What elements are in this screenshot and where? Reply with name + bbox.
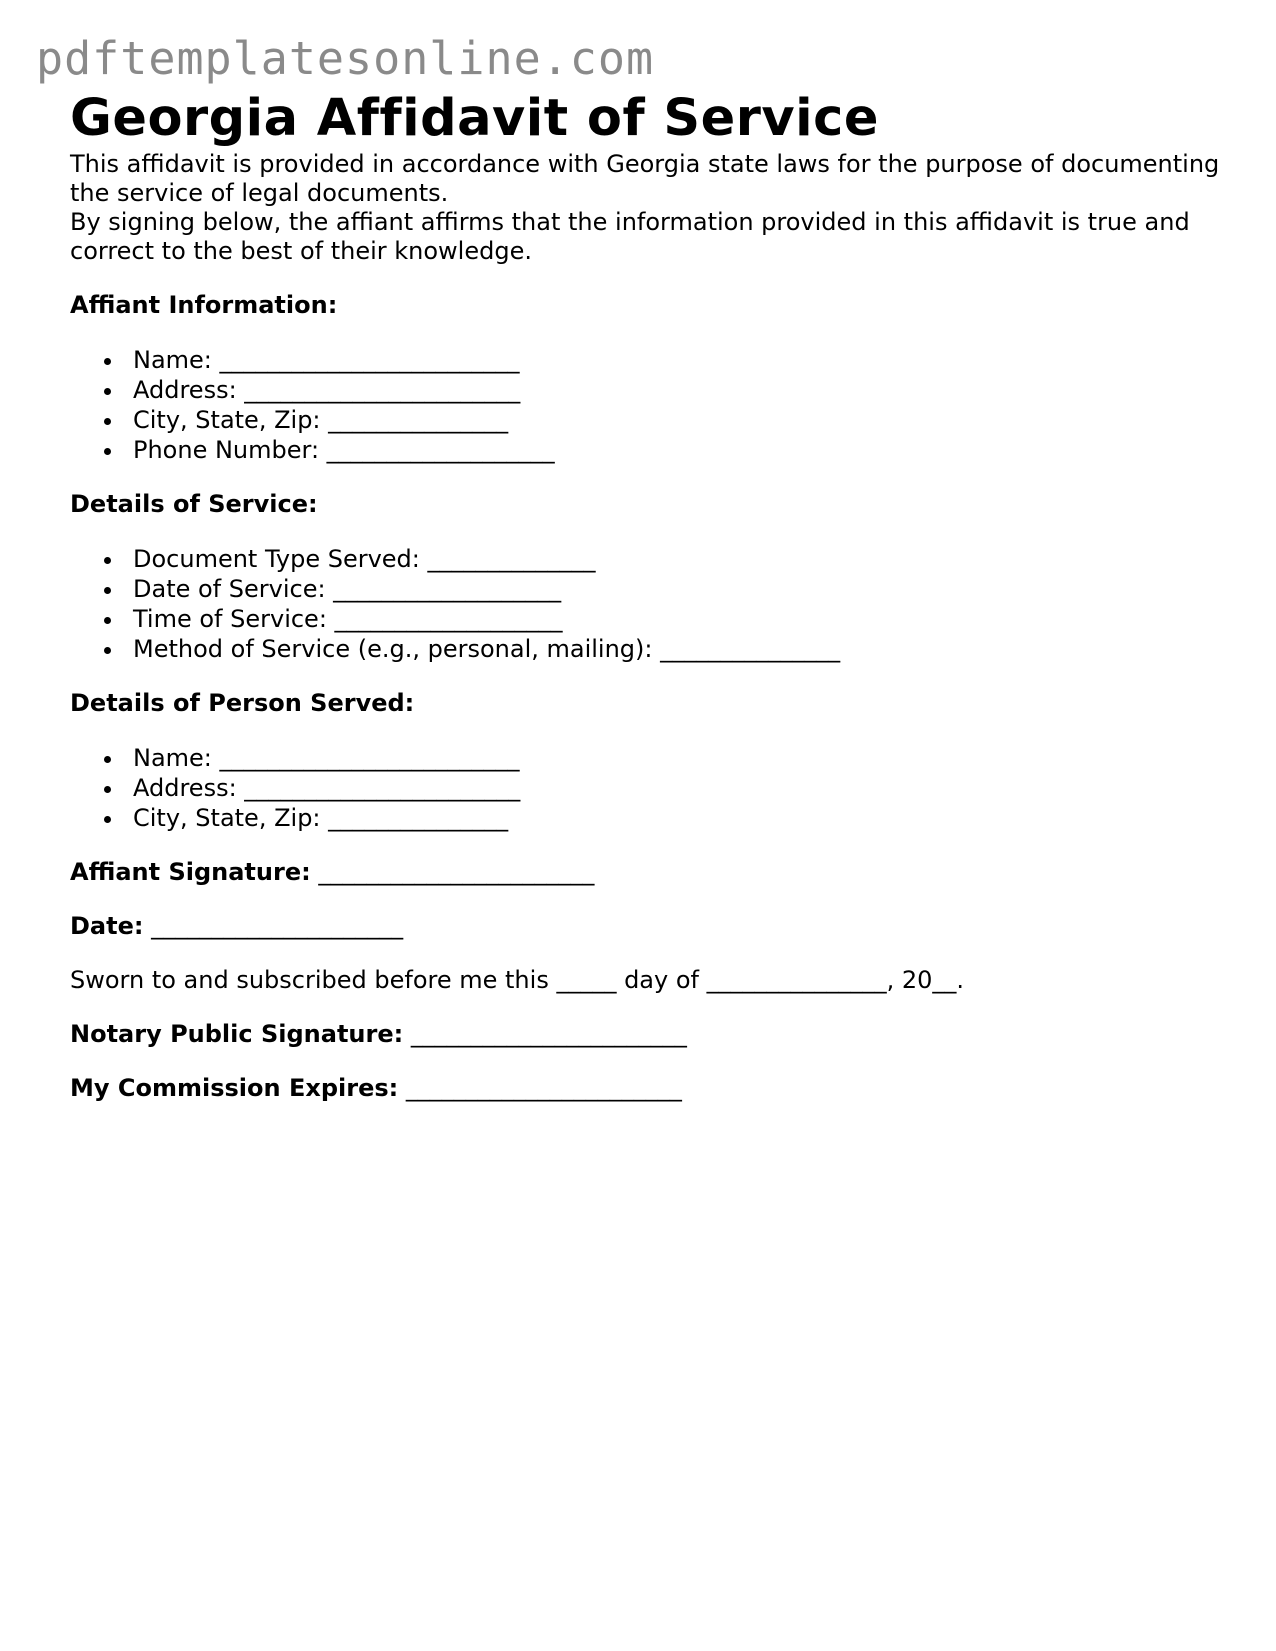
time-of-service-field: Time of Service: ___________________ [133, 604, 1220, 634]
document-body [70, 88, 1220, 1103]
commission-expires-line [70, 1074, 1220, 1103]
notary-signature-label: Notary Public Signature: [70, 1020, 404, 1048]
affiant-information-list [70, 345, 1220, 465]
intro-paragraph-2: By signing below, the affiant affirms that the information provided in this affidavit is true and correct to the best of their knowledge. [70, 208, 1190, 265]
details-of-service-list [70, 544, 1220, 664]
person-served-list [70, 743, 1220, 833]
watermark-text: pdftemplatesonline.com [36, 32, 655, 85]
affiant-information-heading: Affiant Information: [70, 291, 338, 319]
document-title: Georgia Affidavit of Service [70, 89, 879, 148]
date-of-service-field: Date of Service: ___________________ [133, 574, 1220, 604]
affiant-signature-label: Affiant Signature: [70, 858, 311, 886]
method-of-service-field: Method of Service (e.g., personal, mailing): _______________ [133, 634, 1220, 664]
document-type-field: Document Type Served: ______________ [133, 544, 1220, 574]
commission-expires-blank: _______________________ [405, 1074, 682, 1102]
notary-signature-line [70, 1020, 1220, 1049]
notary-signature-blank: _______________________ [410, 1020, 687, 1048]
person-served-address-field: Address: _______________________ [133, 773, 1220, 803]
affiant-address-field: Address: _______________________ [133, 375, 1220, 405]
affiant-name-field: Name: _________________________ [133, 345, 1220, 375]
date-line [70, 912, 1220, 941]
date-blank: _____________________ [151, 912, 404, 940]
affiant-city-state-zip-field: City, State, Zip: _______________ [133, 405, 1220, 435]
intro-paragraph-1: This affidavit is provided in accordance with Georgia state laws for the purpose of documenting the service of legal documents. [70, 150, 1220, 207]
date-label: Date: [70, 912, 144, 940]
commission-expires-label: My Commission Expires: [70, 1074, 399, 1102]
person-served-heading: Details of Person Served: [70, 689, 415, 717]
affiant-signature-blank: _______________________ [318, 858, 595, 886]
person-served-city-state-zip-field: City, State, Zip: _______________ [133, 803, 1220, 833]
affiant-signature-line [70, 858, 1220, 887]
person-served-name-field: Name: _________________________ [133, 743, 1220, 773]
sworn-statement: Sworn to and subscribed before me this _____ day of _______________, 20__. [70, 966, 965, 994]
details-of-service-heading: Details of Service: [70, 490, 318, 518]
affiant-phone-field: Phone Number: ___________________ [133, 435, 1220, 465]
